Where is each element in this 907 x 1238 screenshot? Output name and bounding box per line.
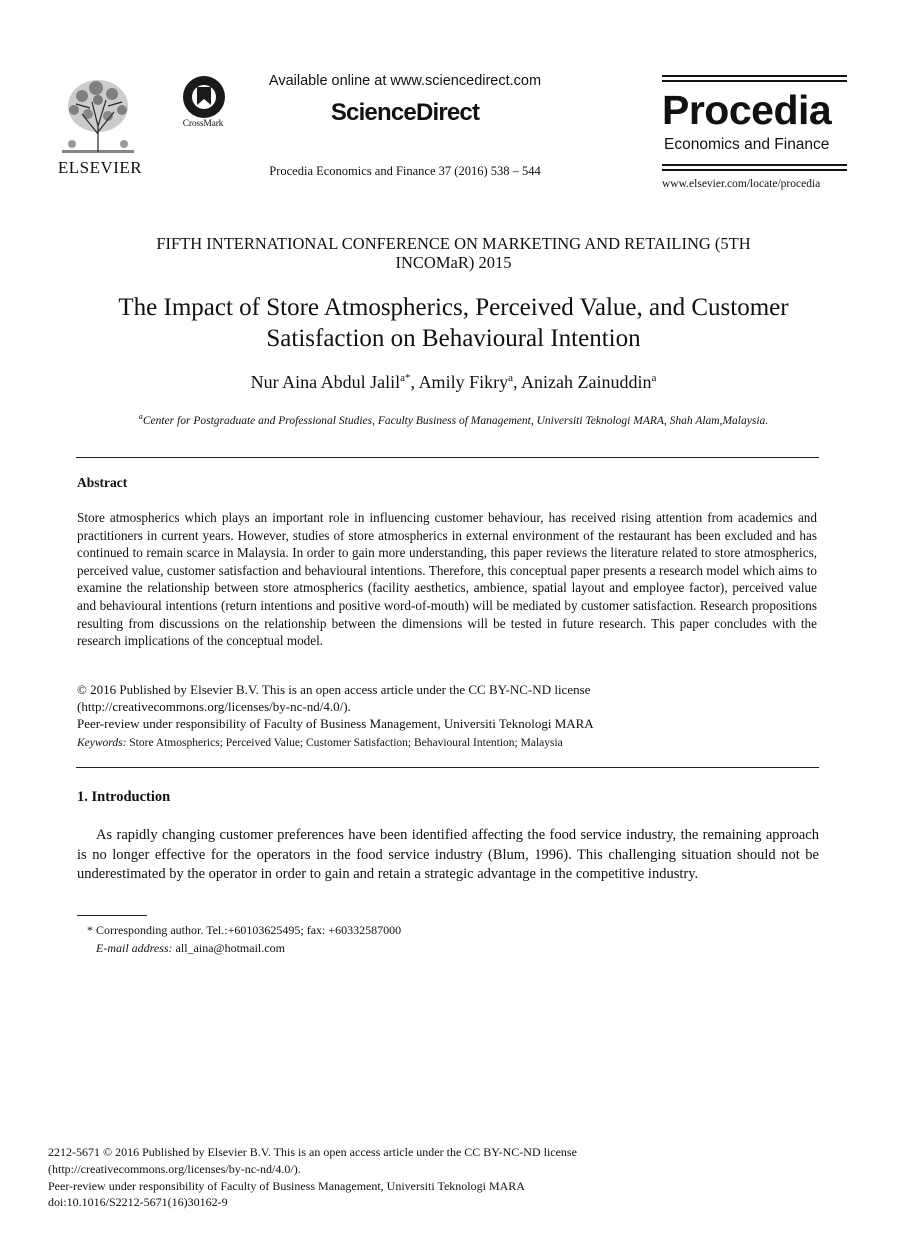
- crossmark-label: CrossMark: [182, 119, 224, 129]
- author-separator: ,: [512, 372, 521, 392]
- conference-line-2: INCOMaR) 2015: [395, 253, 512, 272]
- bottom-peer-review: Peer-review under responsibility of Faculty of Business Management, Universiti Teknologi MARA: [48, 1178, 525, 1193]
- introduction-heading: 1. Introduction: [77, 789, 171, 805]
- email-address[interactable]: all_aina@hotmail.com: [172, 941, 285, 955]
- conference-line-1: FIFTH INTERNATIONAL CONFERENCE ON MARKETING AND RETAILING (5TH: [156, 234, 751, 253]
- abstract-heading: Abstract: [77, 475, 128, 490]
- procedia-bottom-rule: [662, 164, 847, 166]
- author-affiliation-mark: a: [651, 372, 657, 384]
- section-divider: [76, 457, 819, 458]
- keywords-label: Keywords:: [77, 737, 127, 749]
- author-name: Nur Aina Abdul Jalil: [250, 372, 401, 392]
- footnote: [87, 921, 787, 957]
- bottom-matter: [48, 1144, 848, 1211]
- email-line: [87, 939, 787, 957]
- bottom-license-link[interactable]: (http://creativecommons.org/licenses/by-nc-nd/4.0/).: [48, 1161, 301, 1176]
- title-line-2: Satisfaction on Behavioural Intention: [266, 325, 641, 352]
- author-affiliation-mark: a*: [400, 372, 411, 384]
- section-divider: [76, 767, 819, 768]
- affiliation-mark: a: [138, 412, 143, 421]
- email-label: E-mail address:: [96, 941, 173, 955]
- author-affiliation-mark: a: [508, 372, 513, 384]
- procedia-subtitle: Economics and Finance: [664, 136, 830, 153]
- conference-name: [90, 234, 817, 272]
- peer-review-note: Peer-review under responsibility of Faculty of Business Management, Universiti Teknologi MARA: [77, 715, 594, 731]
- issn-license-line: 2212-5671 © 2016 Published by Elsevier B.V. This is an open access article under the CC BY-NC-ND license: [48, 1145, 577, 1159]
- paper-title: [60, 292, 847, 354]
- journal-reference: Procedia Economics and Finance 37 (2016) 538 – 544: [269, 164, 541, 178]
- sciencedirect-wordmark: ScienceDirect: [330, 99, 480, 126]
- doi[interactable]: doi:10.1016/S2212-5671(16)30162-9: [48, 1195, 228, 1210]
- procedia-bottom-rule-2: [662, 169, 847, 171]
- publisher-wordmark: ELSEVIER: [57, 158, 143, 177]
- procedia-top-rule-2: [662, 80, 847, 82]
- title-line-1: The Impact of Store Atmospherics, Perceived Value, and Customer: [118, 294, 789, 321]
- keywords-list: Store Atmospherics; Perceived Value; Customer Satisfaction; Behavioural Intention; Malaysia: [126, 737, 563, 749]
- author-name: Anizah Zainuddin: [520, 372, 652, 392]
- author-separator: ,: [410, 372, 419, 392]
- introduction-body: As rapidly changing customer preferences have been identified affecting the food service industry, the remaining approach is no longer effective for the operators in the food service industry (Blum, 1996). This challenging situation should not be underestimated by the operator in order to gain and retain a strategic advantage in the competitive industry.: [77, 827, 819, 882]
- procedia-url[interactable]: www.elsevier.com/locate/procedia: [662, 178, 821, 190]
- affiliation-text: Center for Postgraduate and Professional Studies, Faculty Business of Management, Universiti Teknologi MARA, Shah Alam,Malaysia.: [142, 414, 769, 427]
- procedia-title: Procedia: [662, 87, 832, 133]
- author-list: [100, 372, 807, 393]
- license-link[interactable]: (http://creativecommons.org/licenses/by-nc-nd/4.0/).: [77, 698, 351, 714]
- footnote-rule: [77, 915, 147, 916]
- abstract-body: Store atmospherics which plays an important role in influencing customer behaviour, has received rising attention from academics and practitioners in current years. However, studies of store atmospherics in external environment of the restaurant has been excluded and has continued to remain scarce in Malaysia. In order to gain more understanding, this paper reviews the literature related to store atmospherics, perceived value, customer satisfaction and behavioural intentions. Therefore, this conceptual paper presents a research model which aims to examine the relationship between store atmospherics (facility aesthetics, ambience, spatial layout and employee factor), perceived value and behavioural intentions (return intentions and positive word-of-mouth) will be mediated by customer satisfaction. Research propositions resulting from discussions on the relationship between the dimensions will be tested in future research. This paper concludes with the research implications of the conceptual model.: [77, 510, 817, 649]
- available-online-text: Available online at www.sciencedirect.com: [268, 73, 542, 89]
- copyright-block: [77, 682, 817, 732]
- copyright-line: © 2016 Published by Elsevier B.V. This is an open access article under the CC BY-NC-ND license: [77, 682, 591, 697]
- procedia-top-rule: [662, 75, 847, 77]
- affiliation: [78, 412, 829, 427]
- keywords: [77, 737, 817, 749]
- author-name: Amily Fikry: [418, 372, 509, 392]
- corresponding-author: * Corresponding author. Tel.:+60103625495; fax: +60332587000: [87, 923, 402, 937]
